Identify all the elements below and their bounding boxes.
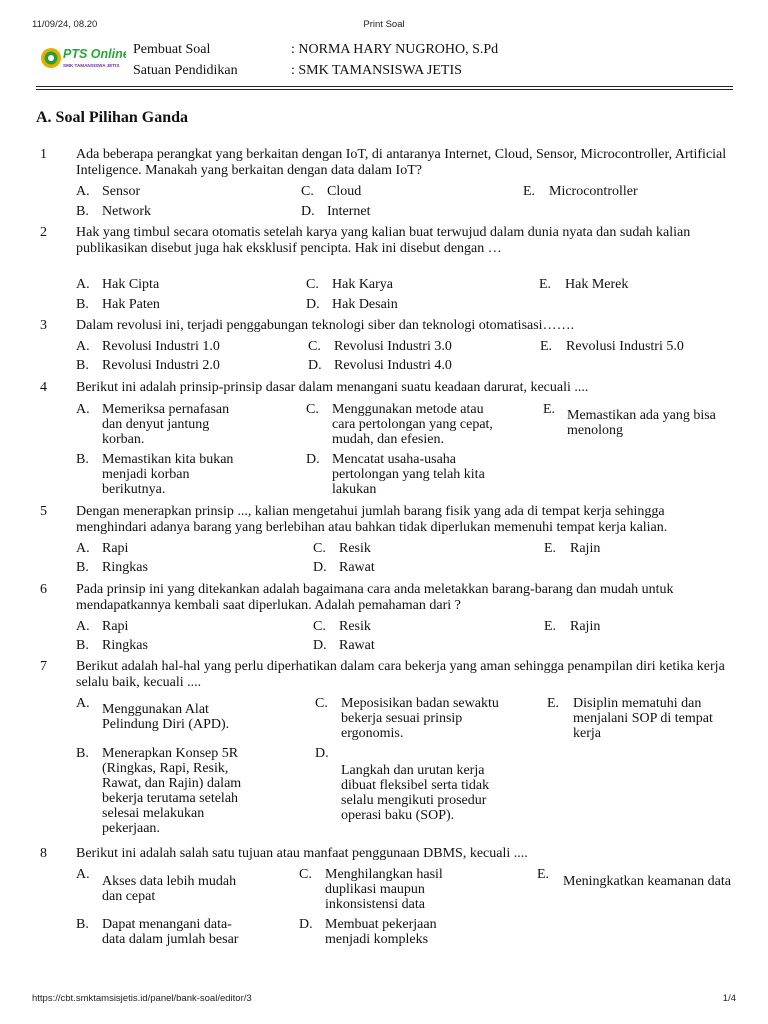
option-text: Menggunakan Alat Pelindung Diri (APD). xyxy=(102,702,230,732)
option-letter: C. xyxy=(315,696,328,711)
option-letter: C. xyxy=(306,402,319,417)
option-text: Revolusi Industri 1.0 xyxy=(102,339,220,354)
logo-graphic xyxy=(40,43,126,73)
option-text: Internet xyxy=(327,204,371,219)
print-title: Print Soal xyxy=(363,19,405,30)
option-letter: A. xyxy=(76,541,90,556)
option-text: Dapat menangani data-data dalam jumlah besar xyxy=(102,917,239,947)
option-text: Sensor xyxy=(102,184,141,199)
option-letter: E. xyxy=(539,277,552,292)
option-letter: E. xyxy=(540,339,553,354)
question-number: 8 xyxy=(40,846,47,861)
option-letter: D. xyxy=(301,204,315,219)
question-number: 7 xyxy=(40,659,47,674)
option-letter: B. xyxy=(76,297,89,312)
question-number: 6 xyxy=(40,582,47,597)
question-number: 2 xyxy=(40,225,47,240)
question-number: 5 xyxy=(40,504,47,519)
header-label: Pembuat Soal xyxy=(133,42,211,57)
option-text: Revolusi Industri 3.0 xyxy=(334,339,452,354)
option-letter: C. xyxy=(308,339,321,354)
header-value: : NORMA HARY NUGROHO, S.Pd xyxy=(291,42,499,57)
option-text: Langkah dan urutan kerja dibuat fleksibel serta tidak selalu mengikuti prosedur operasi baku (SOP). xyxy=(341,763,490,823)
option-text: Menghilangkan hasil duplikasi maupun inkonsistensi data xyxy=(325,867,443,912)
question-text: Pada prinsip ini yang ditekankan adalah bagaimana cara anda meletakkan barang-barang dan mudah untuk mendapatkannya kembali saat diperlukan. Adalah pemahaman dari ? xyxy=(76,582,674,613)
question-text: Dalam revolusi ini, terjadi penggabungan teknologi siber dan teknologi otomatisasi……. xyxy=(76,318,575,333)
option-letter: D. xyxy=(306,297,320,312)
option-letter: D. xyxy=(306,452,320,467)
option-letter: A. xyxy=(76,277,90,292)
option-letter: A. xyxy=(76,339,90,354)
option-text: Ringkas xyxy=(102,638,148,653)
logo-sub-text: SMK TAMANSISWA JETIS xyxy=(63,63,120,68)
option-text: Resik xyxy=(339,619,371,634)
option-text: Mencatat usaha-usaha pertolongan yang telah kita lakukan xyxy=(332,452,485,497)
option-letter: E. xyxy=(537,867,550,882)
option-text: Hak Desain xyxy=(332,297,398,312)
question-number: 1 xyxy=(40,147,47,162)
print-url: https://cbt.smktamsisjetis.id/panel/bank-soal/editor/3 xyxy=(32,993,252,1004)
option-letter: B. xyxy=(76,204,89,219)
question-number: 4 xyxy=(40,380,47,395)
logo-main-text: PTS Online xyxy=(63,47,126,61)
option-text: Meposisikan badan sewaktu bekerja sesuai prinsip ergonomis. xyxy=(341,696,499,741)
school-logo xyxy=(40,43,126,73)
option-letter: E. xyxy=(547,696,560,711)
print-page-number: 1/4 xyxy=(722,993,736,1004)
option-letter: E. xyxy=(544,619,557,634)
option-letter: A. xyxy=(76,184,90,199)
question-text: Berikut ini adalah prinsip-prinsip dasar dalam menangani suatu keadaan darurat, kecuali .... xyxy=(76,380,589,395)
option-text: Hak Merek xyxy=(565,277,629,292)
option-text: Resik xyxy=(339,541,371,556)
option-letter: A. xyxy=(76,402,90,417)
option-letter: D. xyxy=(299,917,313,932)
option-text: Rawat xyxy=(339,560,375,575)
option-text: Memastikan kita bukan menjadi korban berikutnya. xyxy=(102,452,234,497)
option-letter: B. xyxy=(76,746,89,761)
option-letter: A. xyxy=(76,619,90,634)
option-letter: D. xyxy=(315,746,329,761)
option-letter: D. xyxy=(308,358,322,373)
option-text: Network xyxy=(102,204,151,219)
section-title: A. Soal Pilihan Ganda xyxy=(36,109,189,126)
header-divider xyxy=(36,89,733,90)
option-letter: C. xyxy=(306,277,319,292)
option-text: Disiplin mematuhi dan menjalani SOP di tempat kerja xyxy=(573,696,713,741)
option-text: Microcontroller xyxy=(549,184,638,199)
question-text: Berikut ini adalah salah satu tujuan atau manfaat penggunaan DBMS, kecuali .... xyxy=(76,846,528,861)
option-text: Rajin xyxy=(570,541,601,556)
option-text: Rapi xyxy=(102,541,129,556)
option-letter: B. xyxy=(76,917,89,932)
option-letter: B. xyxy=(76,452,89,467)
header-divider xyxy=(36,86,733,87)
option-text: Memeriksa pernafasan dan denyut jantung korban. xyxy=(102,402,230,447)
header-value: : SMK TAMANSISWA JETIS xyxy=(291,63,462,78)
option-text: Revolusi Industri 4.0 xyxy=(334,358,452,373)
option-text: Membuat pekerjaan menjadi kompleks xyxy=(325,917,437,947)
print-datetime: 11/09/24, 08.20 xyxy=(32,19,98,30)
option-letter: B. xyxy=(76,358,89,373)
option-text: Revolusi Industri 2.0 xyxy=(102,358,220,373)
option-text: Menggunakan metode atau cara pertolongan yang cepat, mudah, dan efesien. xyxy=(332,402,493,447)
option-text: Menerapkan Konsep 5R (Ringkas, Rapi, Resik, Rawat, dan Rajin) dalam bekerja terutama setelah selesai melakukan pekerjaan. xyxy=(102,746,242,836)
option-letter: C. xyxy=(299,867,312,882)
option-letter: B. xyxy=(76,560,89,575)
option-letter: A. xyxy=(76,696,90,711)
option-text: Ringkas xyxy=(102,560,148,575)
option-text: Akses data lebih mudah dan cepat xyxy=(102,874,237,904)
option-text: Hak Cipta xyxy=(102,277,160,292)
question-number: 3 xyxy=(40,318,47,333)
option-letter: C. xyxy=(313,619,326,634)
option-text: Hak Paten xyxy=(102,297,160,312)
question-text: Dengan menerapkan prinsip ..., kalian mengetahui jumlah barang fisik yang ada di tempat kerja sehingga menghindari adanya barang yang berlebihan atau bahkan tidak diperlukan memenuhi tempat kerja kalian. xyxy=(76,504,668,535)
option-letter: D. xyxy=(313,638,327,653)
option-letter: D. xyxy=(313,560,327,575)
question-text: Berikut adalah hal-hal yang perlu diperhatikan dalam cara bekerja yang aman sehingga penampilan diri ketika kerja selalu baik, kecuali .... xyxy=(76,659,725,690)
option-text: Hak Karya xyxy=(332,277,394,292)
question-text: Hak yang timbul secara otomatis setelah karya yang kalian buat terwujud dalam dunia nyata dan sudah kalian publikasikan disebut juga hak eksklusif pencipta. Hak ini disebut dengan … xyxy=(76,225,691,256)
option-text: Memastikan ada yang bisa menolong xyxy=(567,408,716,438)
option-text: Rapi xyxy=(102,619,129,634)
option-text: Cloud xyxy=(327,184,362,199)
option-letter: B. xyxy=(76,638,89,653)
option-letter: A. xyxy=(76,867,90,882)
header-label: Satuan Pendidikan xyxy=(133,63,238,78)
option-letter: E. xyxy=(523,184,536,199)
option-text: Rajin xyxy=(570,619,601,634)
option-text: Revolusi Industri 5.0 xyxy=(566,339,684,354)
question-text: Ada beberapa perangkat yang berkaitan dengan IoT, di antaranya Internet, Cloud, Sensor, Microcontroller, Artificial Inteligence. Manakah yang berkaitan dengan data dalam IoT? xyxy=(76,147,727,178)
option-letter: C. xyxy=(313,541,326,556)
option-text: Rawat xyxy=(339,638,375,653)
option-letter: E. xyxy=(543,402,556,417)
option-letter: C. xyxy=(301,184,314,199)
option-letter: E. xyxy=(544,541,557,556)
option-text: Meningkatkan keamanan data xyxy=(563,874,731,889)
